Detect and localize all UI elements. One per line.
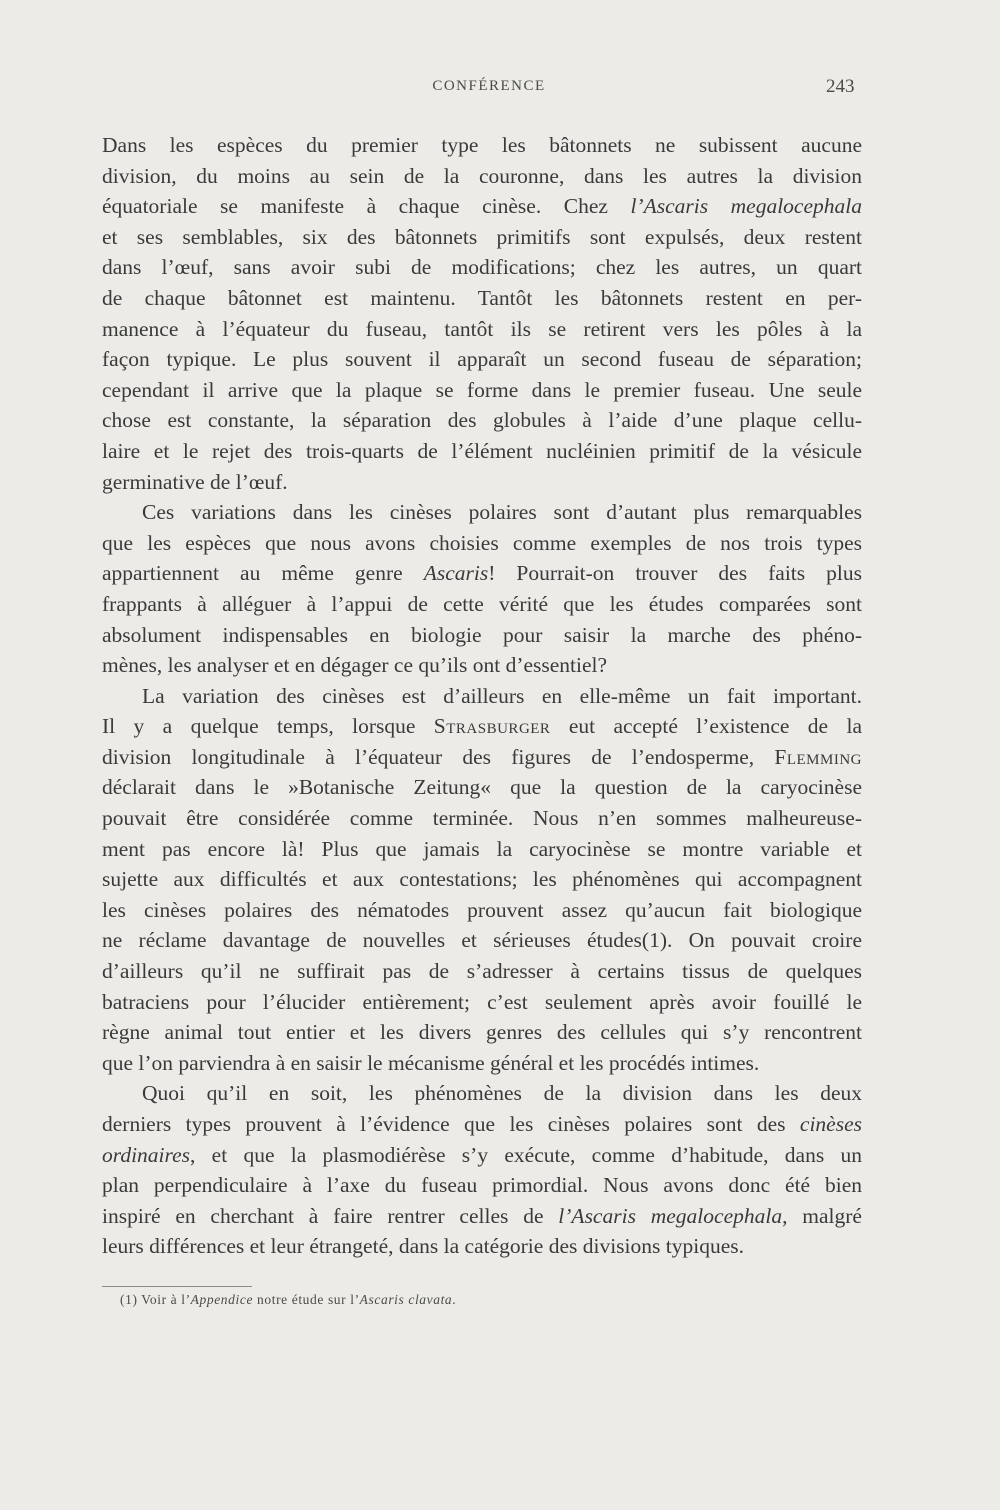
text-line [102, 405, 862, 436]
text-run: laire et le rejet des trois-quarts de l’élément nucléinien primitif de la vésicule [102, 438, 862, 463]
text-run: que les espèces que nous avons choisies comme exemples de nos trois types [102, 530, 862, 555]
text-run: , malgré [782, 1203, 862, 1228]
small-caps-name: Strasburger [433, 714, 551, 739]
text-line [102, 344, 862, 375]
text-run: d’ailleurs qu’il ne suffirait pas de s’adresser à certains tissus de quelques [102, 959, 862, 984]
text-line [102, 987, 862, 1018]
text-line [102, 161, 862, 192]
text-run: , et que la plasmodiérèse s’y exécute, comme d’habitude, dans un [190, 1142, 862, 1167]
text-run: les cinèses polaires des nématodes prouvent assez qu’aucun fait biologique [102, 897, 862, 922]
footnote [120, 1292, 456, 1308]
italic-text: Ascaris [423, 561, 489, 586]
running-title: CONFÉRENCE [432, 78, 546, 94]
text-line [102, 222, 862, 253]
text-run: pouvait être considérée comme terminée. Nous n’en sommes malheureuse- [102, 806, 862, 831]
text-run: derniers types prouvent à l’évidence que les cinèses polaires sont des [102, 1112, 800, 1136]
text-run: ! Pourrait-on trouver des faits plus [488, 561, 863, 586]
italic-text: Ascaris clavata [359, 1292, 453, 1307]
text-line [102, 467, 862, 498]
text-run: batraciens pour l’élucider entièrement; c’est seulement après avoir fouillé le [102, 989, 862, 1014]
text-run: manence à l’équateur du fuseau, tantôt ils se retirent vers les pôles à la [102, 316, 862, 341]
italic-text: l’Ascaris megalocephala [630, 194, 862, 219]
text-line [102, 314, 862, 345]
text-line [102, 497, 862, 528]
running-head [0, 76, 1000, 100]
italic-text: l’Ascaris megalocephala [558, 1203, 783, 1228]
text-line [102, 956, 862, 987]
page-number: 243 [826, 76, 855, 97]
text-run: frappants à alléguer à l’appui de cette vérité que les études comparées sont [102, 591, 862, 616]
text-run: division longitudinale à l’équateur des figures de l’endosperme, [102, 744, 775, 769]
text-line [102, 1231, 862, 1262]
italic-text: ordinaires [102, 1142, 190, 1167]
text-run: plan perpendiculaire à l’axe du fuseau primordial. Nous avons donc été bien [102, 1173, 862, 1198]
text-run: que l’on parviendra à en saisir le mécanisme général et les procédés intimes. [102, 1050, 760, 1075]
paragraph [102, 681, 862, 1079]
italic-text: Appendice [190, 1292, 254, 1307]
text-run: notre étude sur l’ [253, 1292, 360, 1307]
text-line [102, 864, 862, 895]
text-run: Ces variations dans les cinèses polaires sont d’autant plus remarquables [142, 500, 862, 525]
text-run: eut accepté l’existence de la [550, 714, 862, 739]
text-run: . [452, 1292, 457, 1307]
text-run: germinative de l’œuf. [102, 469, 288, 494]
body-text [102, 130, 862, 1262]
text-run: sujette aux difficultés et aux contestations; les phénomènes qui accompagnent [102, 867, 862, 892]
text-line [102, 1170, 862, 1201]
text-line [102, 1048, 862, 1079]
text-run: division, du moins au sein de la couronne, dans les autres la division [102, 163, 862, 188]
text-line [102, 1017, 862, 1048]
text-line [102, 620, 862, 651]
text-run: mènes, les analyser et en dégager ce qu’ils ont d’essentiel? [102, 653, 608, 678]
text-run: règne animal tout entier et les divers genres des cellules qui s’y rencontrent [102, 1020, 862, 1045]
text-run: leurs différences et leur étrangeté, dans la catégorie des divisions typiques. [102, 1234, 744, 1259]
text-run: déclarait dans le »Botanische Zeitung« que la question de la caryocinèse [102, 775, 862, 800]
text-run: (1) Voir à l’ [120, 1292, 191, 1307]
text-line [102, 528, 862, 559]
text-run: appartiennent au même genre [102, 561, 424, 586]
text-line [102, 650, 862, 681]
text-line [102, 558, 862, 589]
text-run: inspiré en cherchant à faire rentrer celles de [102, 1203, 559, 1228]
text-line [102, 711, 862, 742]
text-line [102, 252, 862, 283]
paragraph [102, 1078, 862, 1262]
text-run: et ses semblables, six des bâtonnets primitifs sont expulsés, deux restent [102, 224, 862, 249]
text-run: façon typique. Le plus souvent il apparaît un second fuseau de séparation; [102, 347, 862, 372]
footnote-rule [102, 1286, 252, 1287]
text-run: absolument indispensables en biologie pour saisir la marche des phéno- [102, 622, 862, 647]
text-line [102, 1201, 862, 1232]
text-run: ment pas encore là! Plus que jamais la caryocinèse se montre variable et [102, 836, 862, 861]
text-line [102, 895, 862, 926]
paragraph [102, 130, 862, 497]
text-run: ne réclame davantage de nouvelles et sérieuses études(1). On pouvait croire [102, 928, 862, 953]
small-caps-name: Flemming [774, 744, 862, 769]
italic-text: cinèses [799, 1112, 862, 1136]
text-line [102, 1140, 862, 1171]
text-line [102, 742, 862, 773]
text-line [102, 834, 862, 865]
text-line [102, 772, 862, 803]
text-run: dans l’œuf, sans avoir subi de modifications; chez les autres, un quart [102, 255, 862, 280]
text-run: cependant il arrive que la plaque se forme dans le premier fuseau. Une seule [102, 377, 862, 402]
text-line [102, 283, 862, 314]
text-line [102, 589, 862, 620]
text-run: Il y a quelque temps, lorsque [102, 714, 434, 739]
text-line [102, 1078, 862, 1109]
text-line [102, 925, 862, 956]
paragraph [102, 497, 862, 681]
text-line [102, 130, 862, 161]
text-line [102, 436, 862, 467]
text-run: La variation des cinèses est d’ailleurs en elle-même un fait important. [142, 683, 862, 708]
text-line [102, 1109, 862, 1140]
text-run: Dans les espèces du premier type les bâtonnets ne subissent aucune [102, 133, 862, 157]
text-run: chose est constante, la séparation des globules à l’aide d’une plaque cellu- [102, 408, 862, 433]
text-run: Quoi qu’il en soit, les phénomènes de la division dans les deux [142, 1081, 862, 1106]
text-line [102, 191, 862, 222]
text-line [102, 803, 862, 834]
text-run: de chaque bâtonnet est maintenu. Tantôt les bâtonnets restent en per- [102, 285, 862, 310]
text-line [102, 375, 862, 406]
text-run: équatoriale se manifeste à chaque cinèse. Chez [102, 194, 631, 219]
text-line [102, 681, 862, 712]
